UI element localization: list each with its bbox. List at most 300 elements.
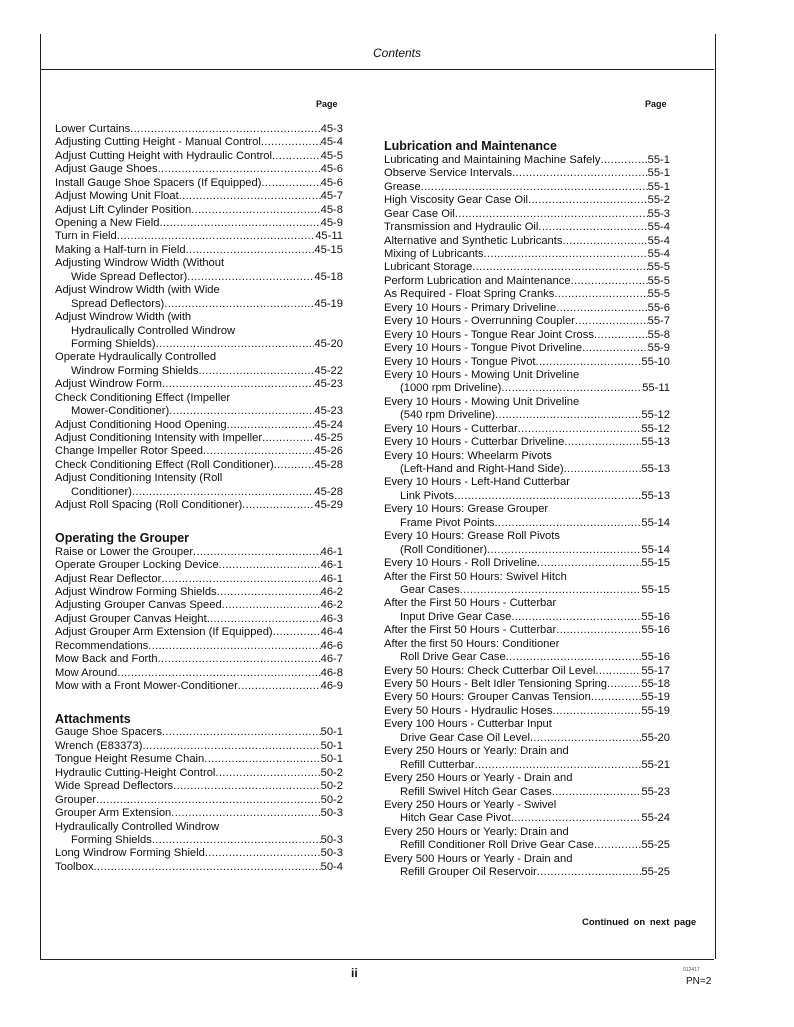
dot-leader bbox=[162, 378, 314, 391]
dot-leader bbox=[187, 271, 314, 284]
section-heading: Lubrication and Maintenance bbox=[384, 139, 557, 153]
toc-entry-page: 50-4 bbox=[320, 860, 343, 873]
toc-entry[interactable] bbox=[55, 861, 343, 874]
dot-leader bbox=[169, 405, 314, 418]
dot-leader bbox=[162, 727, 321, 740]
dot-leader bbox=[158, 163, 321, 176]
dot-leader bbox=[552, 786, 642, 799]
toc-entry[interactable] bbox=[384, 342, 670, 355]
toc-entry-page: 55-20 bbox=[641, 731, 670, 744]
toc-entry[interactable] bbox=[384, 571, 670, 584]
toc-entry[interactable] bbox=[55, 499, 343, 512]
toc-entry[interactable] bbox=[384, 651, 670, 664]
toc-entry-title: Refill Cutterbar bbox=[400, 758, 475, 771]
toc-entry-title: Adjust Conditioning Intensity (Roll bbox=[55, 472, 223, 485]
toc-entry-title: Mixing of Lubricants bbox=[384, 248, 484, 261]
toc-entry-page: 55-1 bbox=[647, 167, 670, 180]
toc-entry-page: 45-28 bbox=[314, 485, 343, 498]
toc-entry[interactable] bbox=[384, 611, 670, 624]
toc-entry-title: Every 500 Hours or Yearly - Drain and bbox=[384, 852, 573, 865]
toc-entry[interactable] bbox=[55, 727, 343, 740]
toc-entry[interactable] bbox=[384, 624, 670, 637]
toc-entry-title: Refill Conditioner Roll Drive Gear Case bbox=[400, 839, 594, 852]
toc-entry-title: Forming Shields bbox=[71, 834, 152, 846]
dot-leader bbox=[591, 692, 642, 705]
toc-entry[interactable] bbox=[55, 446, 343, 459]
toc-entry-title: (540 rpm Driveline) bbox=[400, 409, 496, 422]
toc-entry-title: Roll Drive Gear Case bbox=[400, 651, 506, 664]
toc-entry[interactable] bbox=[384, 839, 670, 852]
toc-entry-title: Refill Grouper Oil Reservoir bbox=[400, 866, 537, 879]
dot-leader bbox=[117, 231, 315, 244]
toc-entry-page: 45-29 bbox=[314, 499, 343, 512]
continued-note: Continued on next page bbox=[582, 917, 697, 928]
toc-entry[interactable] bbox=[384, 503, 670, 516]
toc-entry-title: Wrench (E83373) bbox=[55, 739, 143, 752]
toc-entry-page: 55-10 bbox=[641, 355, 670, 368]
dot-leader bbox=[484, 248, 648, 261]
toc-entry[interactable] bbox=[55, 794, 343, 807]
toc-entry[interactable] bbox=[384, 638, 670, 651]
dot-leader bbox=[179, 190, 321, 203]
toc-entry-title: Drive Gear Case Oil Level bbox=[400, 731, 530, 744]
toc-entry[interactable] bbox=[55, 740, 343, 753]
toc-entry-page: 55-1 bbox=[647, 154, 670, 166]
dot-leader bbox=[571, 275, 648, 288]
toc-entry-page: 55-17 bbox=[641, 664, 670, 677]
dot-leader bbox=[191, 204, 320, 217]
toc-entry-title: Install Gauge Shoe Spacers (If Equipped) bbox=[55, 176, 262, 189]
dot-leader bbox=[594, 839, 641, 852]
toc-entry[interactable] bbox=[384, 369, 670, 382]
toc-entry-title: Check Conditioning Effect (Roll Conditioner) bbox=[55, 458, 274, 471]
toc-entry-title: Adjusting Windrow Width (Without bbox=[55, 257, 225, 270]
toc-entry-title: Change Impeller Rotor Speed bbox=[55, 445, 204, 458]
page-number: ii bbox=[351, 966, 358, 980]
toc-entry[interactable] bbox=[55, 378, 343, 391]
toc-entry[interactable] bbox=[55, 472, 343, 485]
toc-entry[interactable] bbox=[55, 559, 343, 572]
footer-divider bbox=[40, 959, 714, 960]
toc-entry-title: Raise or Lower the Grouper bbox=[55, 545, 194, 558]
toc-entry-title: Gear Case Oil bbox=[384, 207, 455, 220]
toc-entry[interactable] bbox=[384, 248, 670, 261]
dot-leader bbox=[198, 365, 314, 378]
toc-entry-title: Every 10 Hours - Tongue Rear Joint Cross bbox=[384, 328, 594, 341]
toc-entry[interactable] bbox=[55, 244, 343, 257]
toc-entry[interactable] bbox=[384, 262, 670, 275]
toc-entry-title: Grease bbox=[384, 180, 421, 193]
toc-entry-title: Every 10 Hours - Cutterbar bbox=[384, 422, 518, 435]
toc-entry-title: Every 10 Hours - Mowing Unit Driveline bbox=[384, 369, 580, 381]
toc-entry-page: 55-12 bbox=[641, 422, 670, 435]
toc-entry[interactable] bbox=[55, 231, 343, 244]
toc-entry[interactable] bbox=[55, 163, 343, 176]
toc-entry[interactable] bbox=[384, 665, 670, 678]
toc-entry-page: 55-13 bbox=[641, 489, 670, 502]
toc-entry[interactable] bbox=[384, 194, 670, 207]
toc-entry[interactable] bbox=[384, 450, 670, 463]
toc-entry[interactable] bbox=[384, 208, 670, 221]
dot-leader bbox=[556, 302, 647, 315]
toc-entry[interactable] bbox=[384, 772, 670, 785]
toc-entry-page: 55-2 bbox=[647, 194, 670, 207]
toc-entry-title: Frame Pivot Points bbox=[400, 516, 495, 529]
toc-entry-title: Conditioner) bbox=[71, 485, 132, 498]
dot-leader bbox=[159, 217, 320, 230]
toc-entry[interactable] bbox=[55, 613, 343, 626]
toc-entry-page: 45-28 bbox=[314, 458, 343, 471]
toc-entry-page: 45-6 bbox=[320, 163, 343, 176]
toc-entry-title: Adjust Lift Cylinder Position bbox=[55, 203, 192, 216]
dot-leader bbox=[161, 573, 320, 586]
toc-entry[interactable] bbox=[55, 486, 343, 499]
toc-entry[interactable] bbox=[55, 573, 343, 586]
dot-leader bbox=[238, 680, 321, 693]
toc-entry-page: 45-23 bbox=[314, 378, 343, 391]
toc-entry-title: Adjust Windrow Width (with Wide bbox=[55, 284, 220, 297]
toc-entry[interactable] bbox=[384, 490, 670, 503]
toc-entry[interactable] bbox=[55, 217, 343, 230]
dot-leader bbox=[511, 611, 641, 624]
toc-entry-page: 55-24 bbox=[641, 812, 670, 825]
toc-entry[interactable] bbox=[384, 530, 670, 543]
toc-entry[interactable] bbox=[55, 546, 343, 559]
toc-entry-page: 50-1 bbox=[320, 739, 343, 752]
dot-leader bbox=[164, 298, 314, 311]
toc-entry-page: 45-26 bbox=[314, 445, 343, 458]
toc-entry[interactable] bbox=[55, 586, 343, 599]
toc-entry-page: 50-2 bbox=[320, 780, 343, 793]
toc-entry-title: Operate Grouper Locking Device bbox=[55, 559, 219, 572]
toc-entry-page: 45-4 bbox=[320, 136, 343, 149]
toc-entry[interactable] bbox=[55, 123, 343, 136]
toc-entry[interactable] bbox=[55, 834, 343, 847]
dot-leader bbox=[204, 753, 320, 766]
toc-entry[interactable] bbox=[55, 653, 343, 666]
toc-entry[interactable] bbox=[55, 150, 343, 163]
toc-entry-title: Forming Shields) bbox=[71, 338, 156, 350]
toc-entry[interactable] bbox=[55, 311, 343, 324]
toc-entry[interactable] bbox=[55, 177, 343, 190]
dot-leader bbox=[186, 244, 315, 257]
dot-leader bbox=[242, 499, 314, 512]
dot-leader bbox=[556, 624, 641, 637]
toc-entry-title: After the First 50 Hours - Cutterbar bbox=[384, 624, 557, 637]
toc-entry[interactable] bbox=[384, 759, 670, 772]
toc-entry-page: 45-24 bbox=[314, 418, 343, 431]
toc-entry-title: After the First 50 Hours: Swivel Hitch bbox=[384, 570, 567, 583]
toc-entry-page: 45-5 bbox=[320, 149, 343, 162]
toc-entry-title: Every 10 Hours: Wheelarm Pivots bbox=[384, 449, 552, 462]
toc-entry[interactable] bbox=[55, 351, 343, 364]
toc-entry[interactable] bbox=[55, 136, 343, 149]
toc-entry-title: Every 50 Hours - Belt Idler Tensioning Spring bbox=[384, 678, 608, 691]
toc-entry-title: Every 250 Hours or Yearly: Drain and bbox=[384, 825, 569, 838]
toc-entry[interactable] bbox=[384, 557, 670, 570]
dot-leader bbox=[472, 262, 647, 275]
toc-entry-title: Wide Spread Deflectors bbox=[55, 780, 174, 793]
toc-entry[interactable] bbox=[55, 767, 343, 780]
toc-entry[interactable] bbox=[55, 338, 343, 351]
toc-entry-page: 55-6 bbox=[647, 301, 670, 314]
toc-entry[interactable] bbox=[384, 517, 670, 530]
toc-entry-page: 45-15 bbox=[314, 243, 343, 256]
dot-leader bbox=[261, 136, 321, 149]
toc-entry-title: Every 10 Hours - Tongue Pivot bbox=[384, 355, 536, 368]
toc-entry-page: 55-25 bbox=[641, 866, 670, 879]
toc-entry-title: Adjust Roll Spacing (Roll Conditioner) bbox=[55, 499, 243, 512]
toc-entry[interactable] bbox=[55, 325, 343, 338]
toc-entry[interactable] bbox=[55, 640, 343, 653]
toc-entry-title: High Viscosity Gear Case Oil bbox=[384, 194, 529, 207]
toc-entry[interactable] bbox=[55, 432, 343, 445]
toc-entry-page: 45-7 bbox=[320, 190, 343, 203]
toc-entry-title: Adjust Gauge Shoes bbox=[55, 163, 158, 176]
toc-entry-page: 55-11 bbox=[642, 382, 670, 395]
toc-entry-title: (1000 rpm Driveline) bbox=[400, 382, 502, 395]
dot-leader bbox=[528, 194, 648, 207]
toc-entry-title: Input Drive Gear Case bbox=[400, 610, 512, 623]
toc-entry-page: 45-9 bbox=[320, 217, 343, 230]
dot-leader bbox=[142, 740, 320, 753]
toc-entry[interactable] bbox=[384, 436, 670, 449]
toc-entry[interactable] bbox=[384, 866, 670, 879]
toc-entry-title: After the First 50 Hours - Cutterbar bbox=[384, 597, 557, 610]
toc-entry[interactable] bbox=[55, 405, 343, 418]
dot-leader bbox=[607, 678, 641, 691]
toc-entry-title: Windrow Forming Shields bbox=[71, 364, 199, 377]
toc-entry[interactable] bbox=[384, 584, 670, 597]
toc-entry-title: Mow with a Front Mower-Conditioner bbox=[55, 680, 238, 693]
toc-entry-title: Mow Back and Forth bbox=[55, 653, 158, 666]
toc-entry-title: (Roll Conditioner) bbox=[400, 543, 488, 556]
dot-leader bbox=[156, 338, 315, 351]
left-toc-column bbox=[55, 123, 343, 874]
toc-entry-page: 55-3 bbox=[647, 207, 670, 220]
toc-entry-title: Mower-Conditioner) bbox=[71, 405, 170, 418]
toc-entry[interactable] bbox=[55, 271, 343, 284]
toc-entry-title: Making a Half-turn in Field bbox=[55, 243, 186, 256]
right-page-column-label: Page bbox=[645, 99, 667, 109]
toc-entry-page: 55-1 bbox=[647, 180, 670, 193]
toc-entry-title: Lower Curtains bbox=[55, 123, 131, 135]
toc-entry-title: Operate Hydraulically Controlled bbox=[55, 351, 217, 364]
toc-entry[interactable] bbox=[384, 812, 670, 825]
toc-entry[interactable] bbox=[384, 597, 670, 610]
toc-entry[interactable] bbox=[384, 356, 670, 369]
toc-entry-title: Lubricating and Maintaining Machine Safely bbox=[384, 154, 601, 166]
toc-entry[interactable] bbox=[55, 284, 343, 297]
toc-entry-title: Every 100 Hours - Cutterbar Input bbox=[384, 718, 552, 731]
toc-entry[interactable] bbox=[384, 275, 670, 288]
toc-entry[interactable] bbox=[55, 680, 343, 693]
toc-entry-page: 50-2 bbox=[320, 793, 343, 806]
toc-entry[interactable] bbox=[55, 847, 343, 860]
dot-leader bbox=[94, 861, 321, 874]
toc-entry-title: Adjust Mowing Unit Float bbox=[55, 190, 179, 203]
dot-leader bbox=[495, 517, 642, 530]
dot-leader bbox=[511, 812, 642, 825]
toc-entry[interactable] bbox=[384, 181, 670, 194]
toc-entry-page: 55-21 bbox=[641, 758, 670, 771]
toc-entry-title: Refill Swivel Hitch Gear Cases bbox=[400, 785, 552, 798]
toc-entry-page: 55-25 bbox=[641, 839, 670, 852]
dot-leader bbox=[475, 759, 642, 772]
left-page-column-label: Page bbox=[316, 99, 338, 109]
toc-entry-title: Gear Cases bbox=[400, 584, 460, 596]
toc-entry[interactable] bbox=[384, 826, 670, 839]
toc-entry-title: Alternative and Synthetic Lubricants bbox=[384, 234, 563, 247]
dot-leader bbox=[158, 653, 321, 666]
toc-entry[interactable] bbox=[384, 705, 670, 718]
toc-entry[interactable] bbox=[55, 419, 343, 432]
dot-leader bbox=[582, 342, 647, 355]
toc-entry[interactable] bbox=[384, 678, 670, 691]
toc-entry-page: 55-13 bbox=[641, 436, 670, 449]
toc-entry-page: 46-1 bbox=[320, 572, 343, 585]
toc-entry-page: 55-23 bbox=[641, 785, 670, 798]
dot-leader bbox=[554, 288, 647, 301]
toc-entry[interactable] bbox=[384, 799, 670, 812]
toc-entry-page: 55-4 bbox=[647, 248, 670, 261]
toc-entry[interactable] bbox=[55, 780, 343, 793]
toc-entry[interactable] bbox=[384, 382, 670, 395]
toc-entry[interactable] bbox=[55, 298, 343, 311]
toc-entry[interactable] bbox=[55, 204, 343, 217]
toc-entry[interactable] bbox=[55, 459, 343, 472]
toc-entry-title: Every 50 Hours: Check Cutterbar Oil Level bbox=[384, 664, 596, 677]
toc-entry[interactable] bbox=[55, 190, 343, 203]
toc-entry[interactable] bbox=[384, 154, 670, 167]
toc-entry-title: Adjust Rear Deflector bbox=[55, 572, 162, 585]
toc-entry[interactable] bbox=[384, 732, 670, 745]
dot-leader bbox=[564, 436, 641, 449]
toc-entry[interactable] bbox=[384, 235, 670, 248]
toc-entry-title: Wide Spread Deflector) bbox=[71, 270, 188, 283]
toc-entry-title: Every 250 Hours or Yearly - Swivel bbox=[384, 799, 557, 811]
toc-entry-page: 46-2 bbox=[320, 599, 343, 612]
dot-leader bbox=[421, 181, 648, 194]
toc-entry-page: 55-18 bbox=[641, 678, 670, 691]
dot-leader bbox=[152, 834, 321, 847]
toc-entry-title: Adjust Conditioning Hood Opening bbox=[55, 418, 227, 431]
toc-entry[interactable] bbox=[55, 821, 343, 834]
toc-entry-title: Every 250 Hours or Yearly - Drain and bbox=[384, 772, 573, 785]
dot-leader bbox=[537, 557, 641, 570]
dot-leader bbox=[455, 208, 648, 221]
toc-entry-page: 46-4 bbox=[320, 626, 343, 639]
toc-entry-title: Every 10 Hours: Grease Roll Pivots bbox=[384, 530, 560, 543]
toc-entry-page: 45-20 bbox=[314, 338, 343, 350]
toc-entry-title: Lubricant Storage bbox=[384, 261, 473, 274]
dot-leader bbox=[274, 459, 315, 472]
toc-entry[interactable] bbox=[384, 288, 670, 301]
dot-leader bbox=[203, 446, 314, 459]
toc-entry[interactable] bbox=[384, 167, 670, 180]
toc-entry[interactable] bbox=[55, 392, 343, 405]
toc-entry-title: Turn in Field bbox=[55, 230, 117, 243]
dot-leader bbox=[193, 546, 321, 559]
pn-label: PN=2 bbox=[686, 976, 712, 987]
toc-entry[interactable] bbox=[384, 463, 670, 476]
toc-entry-title: Hitch Gear Case Pivot bbox=[400, 812, 511, 825]
toc-entry[interactable] bbox=[384, 786, 670, 799]
dot-leader bbox=[487, 544, 641, 557]
dot-leader bbox=[501, 382, 642, 395]
toc-entry-page: 55-19 bbox=[641, 704, 670, 717]
toc-entry[interactable] bbox=[384, 396, 670, 409]
toc-entry-page: 50-2 bbox=[320, 766, 343, 779]
toc-entry-title: Every 50 Hours - Hydraulic Hoses bbox=[384, 704, 553, 717]
toc-entry[interactable] bbox=[384, 692, 670, 705]
toc-entry-page: 55-9 bbox=[647, 342, 670, 355]
toc-entry[interactable] bbox=[55, 807, 343, 820]
toc-entry[interactable] bbox=[384, 853, 670, 866]
toc-entry[interactable] bbox=[384, 718, 670, 731]
toc-entry[interactable] bbox=[55, 626, 343, 639]
dot-leader bbox=[219, 559, 321, 572]
toc-entry[interactable] bbox=[384, 745, 670, 758]
toc-entry-page: 45-6 bbox=[320, 176, 343, 189]
toc-entry[interactable] bbox=[55, 365, 343, 378]
toc-entry-page: 55-12 bbox=[641, 409, 670, 422]
toc-entry-title: Adjust Windrow Form bbox=[55, 378, 162, 391]
toc-entry-page: 55-16 bbox=[641, 610, 670, 623]
dot-leader bbox=[207, 613, 321, 626]
toc-entry[interactable] bbox=[384, 329, 670, 342]
toc-entry-page: 46-1 bbox=[320, 559, 343, 572]
toc-entry[interactable] bbox=[55, 753, 343, 766]
toc-entry-page: 50-1 bbox=[320, 726, 343, 739]
toc-entry[interactable] bbox=[384, 477, 670, 490]
page-title: Contents bbox=[372, 46, 422, 60]
dot-leader bbox=[205, 847, 321, 860]
toc-entry-page: 46-8 bbox=[320, 666, 343, 679]
toc-entry[interactable] bbox=[384, 221, 670, 234]
toc-entry-title: Opening a New Field bbox=[55, 217, 160, 230]
toc-entry-page: 55-15 bbox=[641, 557, 670, 570]
toc-entry-page: 50-3 bbox=[320, 834, 343, 846]
dot-leader bbox=[173, 780, 320, 793]
toc-entry[interactable] bbox=[384, 409, 670, 422]
toc-entry-page: 45-11 bbox=[315, 230, 343, 243]
toc-entry-title: Adjust Cutting Height with Hydraulic Control bbox=[55, 149, 273, 162]
dot-leader bbox=[117, 667, 320, 680]
toc-entry[interactable] bbox=[384, 315, 670, 328]
toc-entry-title: Spread Deflectors) bbox=[71, 297, 165, 310]
toc-entry-page: 50-3 bbox=[320, 807, 343, 820]
toc-entry-page: 55-5 bbox=[647, 288, 670, 301]
toc-entry-title: Transmission and Hydraulic Oil bbox=[384, 221, 539, 234]
toc-entry-page: 46-7 bbox=[320, 653, 343, 666]
toc-entry[interactable] bbox=[384, 423, 670, 436]
dot-leader bbox=[594, 329, 648, 342]
toc-entry-title: Long Windrow Forming Shield bbox=[55, 847, 205, 860]
toc-entry-page: 55-15 bbox=[641, 584, 670, 596]
toc-entry[interactable] bbox=[55, 667, 343, 680]
toc-entry-title: Every 10 Hours - Primary Driveline bbox=[384, 301, 557, 314]
toc-entry[interactable] bbox=[55, 257, 343, 270]
toc-entry[interactable] bbox=[384, 302, 670, 315]
dot-leader bbox=[553, 705, 642, 718]
dot-leader bbox=[222, 599, 321, 612]
toc-entry-page: 55-7 bbox=[647, 315, 670, 328]
dot-leader bbox=[132, 486, 314, 499]
toc-entry[interactable] bbox=[384, 544, 670, 557]
toc-entry-page: 55-5 bbox=[647, 274, 670, 287]
toc-entry[interactable] bbox=[55, 599, 343, 612]
